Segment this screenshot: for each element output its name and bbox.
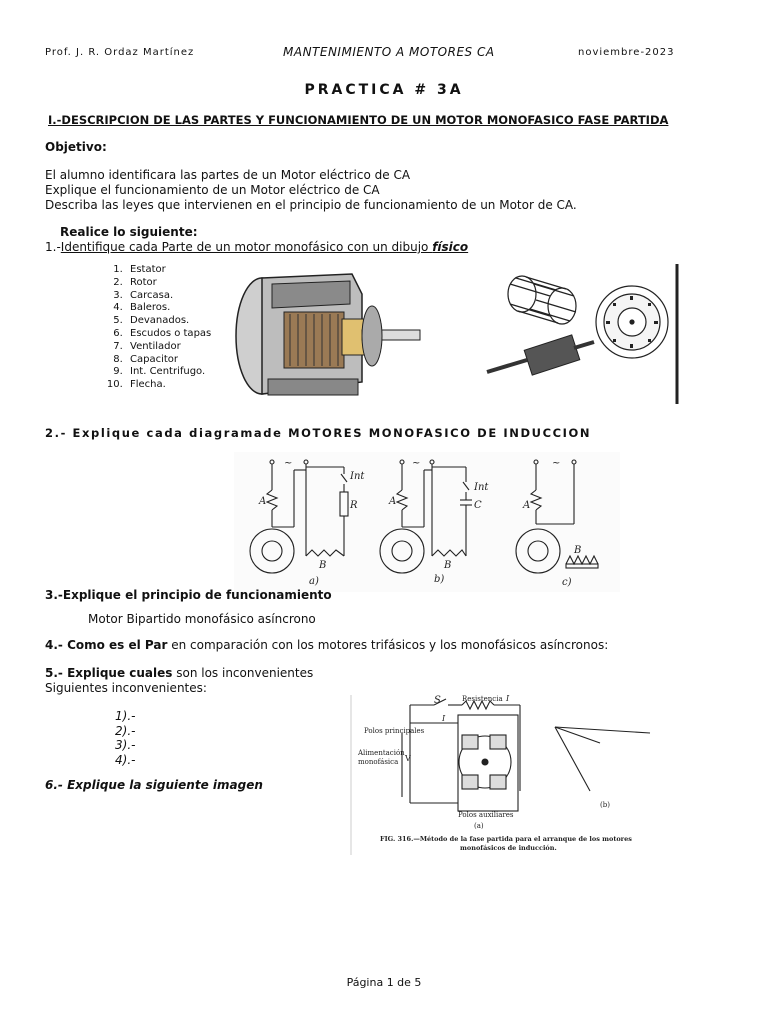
task-heading: Realice lo siguiente: <box>60 225 198 239</box>
answer-3: 3).- <box>115 738 136 752</box>
parts-list <box>90 264 211 392</box>
fig-S: S <box>434 695 441 706</box>
fig-monofasica: monofásica <box>358 758 399 766</box>
fig-polos-auxiliares: Polos auxiliares <box>458 811 514 819</box>
list-item: 2. Rotor <box>126 277 211 290</box>
q5-text <box>45 666 313 680</box>
header-course: MANTENIMIENTO A MOTORES CA <box>283 45 495 59</box>
fig-resistencia: Resistencia <box>462 695 503 703</box>
motor-cutaway-image <box>232 264 422 402</box>
q6-text: 6.- Explique la siguiente imagen <box>45 778 263 792</box>
q3-text: 3.-Explique el principio de funcionamiento <box>45 588 332 602</box>
q1-body: Identifique cada Parte de un motor monofásico con un dibujo <box>60 240 433 254</box>
q5-bold: 5.- Explique cuales <box>45 666 173 680</box>
fig-Im: I <box>442 714 446 723</box>
diagram-b-int: Int <box>474 482 489 493</box>
objective-label: Objetivo: <box>45 140 107 154</box>
split-phase-figure <box>350 695 660 855</box>
diagram-c-caption: c) <box>562 577 572 588</box>
answer-2: 2).- <box>115 723 136 738</box>
diagram-a-R: R <box>350 500 358 511</box>
list-item: 1. Estator <box>126 264 211 277</box>
diagram-c-A: A <box>523 500 531 511</box>
diagram-a-int: Int <box>350 471 365 482</box>
diagram-c-tilde: ~ <box>552 458 561 469</box>
section-title: I.-DESCRIPCION DE LAS PARTES Y FUNCIONAMIENTO DE UN MOTOR MONOFASICO FASE PARTIDA <box>48 113 669 127</box>
objective-line-1: El alumno identificara las partes de un Motor eléctrico de CA <box>45 168 411 182</box>
fig-a: (a) <box>474 822 484 830</box>
fig-b: (b) <box>600 801 610 809</box>
fig-caption-2: monofásicos de inducción. <box>460 844 557 852</box>
rotor-stator-image <box>482 264 682 404</box>
page-title: PRACTICA # 3A <box>304 82 464 98</box>
q5-line2: Siguientes inconvenientes: <box>45 681 207 695</box>
answer-1: 1).- <box>115 709 136 723</box>
objective-line-2: Explique el funcionamiento de un Motor eléctrico de CA <box>45 183 380 197</box>
diagram-a-caption: a) <box>309 576 319 587</box>
header-date: noviembre-2023 <box>578 47 675 58</box>
q4-rest: en comparación con los motores trifásicos y los monofásicos asíncronos: <box>167 638 609 652</box>
diagram-a-A: A <box>259 496 267 507</box>
list-item: 10. Flecha. <box>126 379 211 392</box>
list-item: 6. Escudos o tapas <box>126 328 211 341</box>
list-item: 8. Capacitor <box>126 354 211 367</box>
fig-Is: I <box>506 695 510 703</box>
diagram-a-B: B <box>319 560 327 571</box>
header-author: Prof. J. R. Ordaz Martínez <box>45 47 195 58</box>
q4-bold: 4.- Como es el Par <box>45 638 168 652</box>
fig-alimentacion: Alimentación <box>358 749 405 757</box>
q1-prefix: 1.- <box>45 240 61 254</box>
induction-motor-diagrams <box>234 452 620 592</box>
diagram-b-A: A <box>389 496 397 507</box>
answer-4: 4).- <box>115 752 136 767</box>
fig-caption-1: FIG. 316.—Método de la fase partida para el arranque de los motores <box>380 835 632 843</box>
list-item: 4. Baleros. <box>126 302 211 315</box>
diagram-b-B: B <box>444 560 452 571</box>
diagram-b-tilde: ~ <box>412 458 421 469</box>
q2-text: 2.- Explique cada diagramade MOTORES MONOFASICO DE INDUCCION <box>45 426 592 440</box>
diagram-a-tilde: ~ <box>284 458 293 469</box>
list-item: 5. Devanados. <box>126 315 211 328</box>
diagram-b-C: C <box>474 500 482 511</box>
fig-polos-principales: Polos principales <box>364 727 425 735</box>
page-number: Página 1 de 5 <box>346 976 422 989</box>
fig-V: V <box>405 754 411 763</box>
diagram-b-caption: b) <box>434 574 445 585</box>
list-item: 7. Ventilador <box>126 341 211 354</box>
q4-text <box>45 638 608 652</box>
list-item: 9. Int. Centrifugo. <box>126 366 211 379</box>
q1-emph: físico <box>432 240 469 254</box>
list-item: 3. Carcasa. <box>126 290 211 303</box>
q3-sub: Motor Bipartido monofásico asíncrono <box>88 612 316 626</box>
q1-text <box>45 240 468 254</box>
diagram-c-B: B <box>574 545 582 556</box>
q5-answers <box>115 709 135 767</box>
q5-rest: son los inconvenientes <box>172 666 314 680</box>
objective-line-3: Describa las leyes que intervienen en el principio de funcionamiento de un Motor de CA. <box>45 198 577 212</box>
